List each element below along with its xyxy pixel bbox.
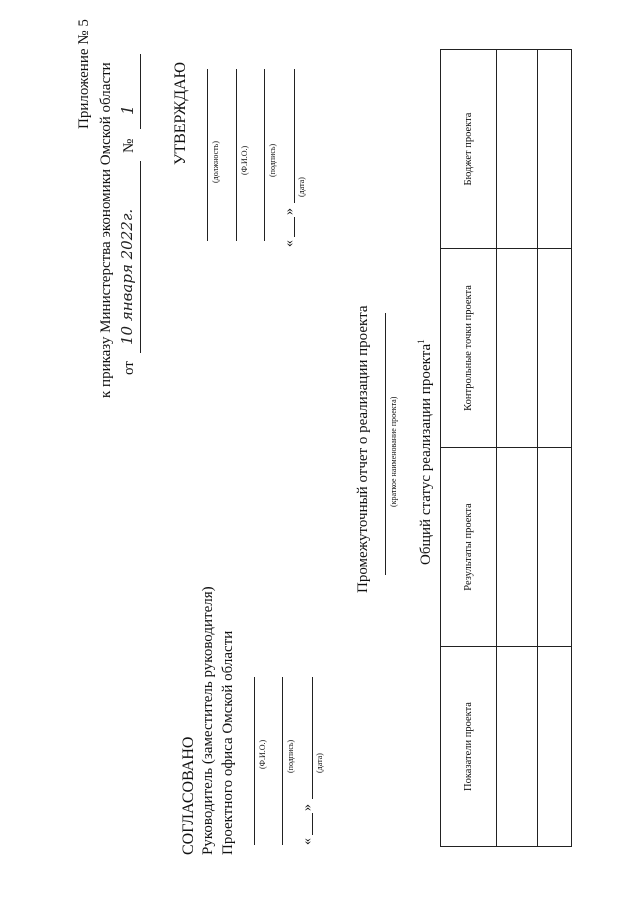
table-cell: [497, 448, 538, 647]
appendix-date-handwritten: 10 января 2022г.: [118, 208, 136, 345]
table-cell: [497, 50, 538, 249]
agree-day-line: [312, 813, 313, 835]
approve-title: УТВЕРЖДАЮ: [172, 61, 189, 165]
report-status-text: Общий статус реализации проекта: [418, 343, 434, 565]
agree-date-caption: (дата): [315, 753, 324, 773]
agree-date-line: [312, 677, 313, 799]
table-header-results: Результаты проекта: [441, 448, 497, 647]
project-status-table: [440, 49, 572, 847]
approve-name-caption: (Ф.И.О.): [240, 145, 249, 175]
agree-date-quote-close: »: [300, 804, 315, 811]
table-header-row: [441, 50, 497, 847]
approve-position-line: [207, 69, 208, 241]
appendix-order-line: к приказу Министерства экономики Омской области: [98, 62, 114, 398]
approve-signature-caption: (подпись): [268, 143, 277, 177]
table-cell: [497, 647, 538, 847]
report-status-title: [416, 339, 435, 565]
agree-date-quote-open: «: [300, 838, 315, 845]
appendix-from-label: от: [121, 361, 137, 375]
agree-name-line: [254, 677, 255, 845]
report-footnote-mark: 1: [416, 339, 426, 344]
table-row: [538, 50, 572, 847]
table-header-budget: Бюджет проекта: [441, 50, 497, 249]
table-cell: [497, 249, 538, 448]
approve-signature-line: [264, 69, 265, 241]
agree-title: СОГЛАСОВАНО: [180, 736, 197, 855]
agree-line1: Руководитель (заместитель руководителя): [200, 586, 216, 855]
table-header-indicators: Показатели проекта: [441, 647, 497, 847]
report-short-name-line: [385, 313, 386, 575]
table-header-checkpoints: Контрольные точки проекта: [441, 249, 497, 448]
agree-signature-line: [282, 677, 283, 845]
approve-date-quote-open: «: [282, 240, 297, 247]
approve-position-caption: (должность): [211, 141, 220, 183]
agree-name-caption: (Ф.И.О.): [258, 739, 267, 769]
appendix-date-line: [140, 161, 141, 353]
report-short-name-caption: (краткое наименование проекта): [389, 396, 398, 507]
appendix-number-label: №: [121, 138, 137, 153]
approve-date-caption: (дата): [297, 177, 306, 197]
table-cell: [538, 647, 572, 847]
agree-line2: Проектного офиса Омской области: [220, 630, 236, 855]
table-cell: [538, 448, 572, 647]
table-cell: [538, 50, 572, 249]
table-cell: [538, 249, 572, 448]
approve-name-line: [236, 69, 237, 241]
appendix-number-handwritten: 1: [118, 104, 137, 115]
table-row: [497, 50, 538, 847]
approve-date-line: [294, 69, 295, 203]
approve-date-quote-close: »: [282, 208, 297, 215]
approve-day-line: [294, 217, 295, 237]
appendix-title: Приложение № 5: [76, 19, 92, 129]
agree-signature-caption: (подпись): [286, 739, 295, 773]
report-title: Промежуточный отчет о реализации проекта: [355, 305, 371, 593]
appendix-number-line: [140, 54, 141, 129]
